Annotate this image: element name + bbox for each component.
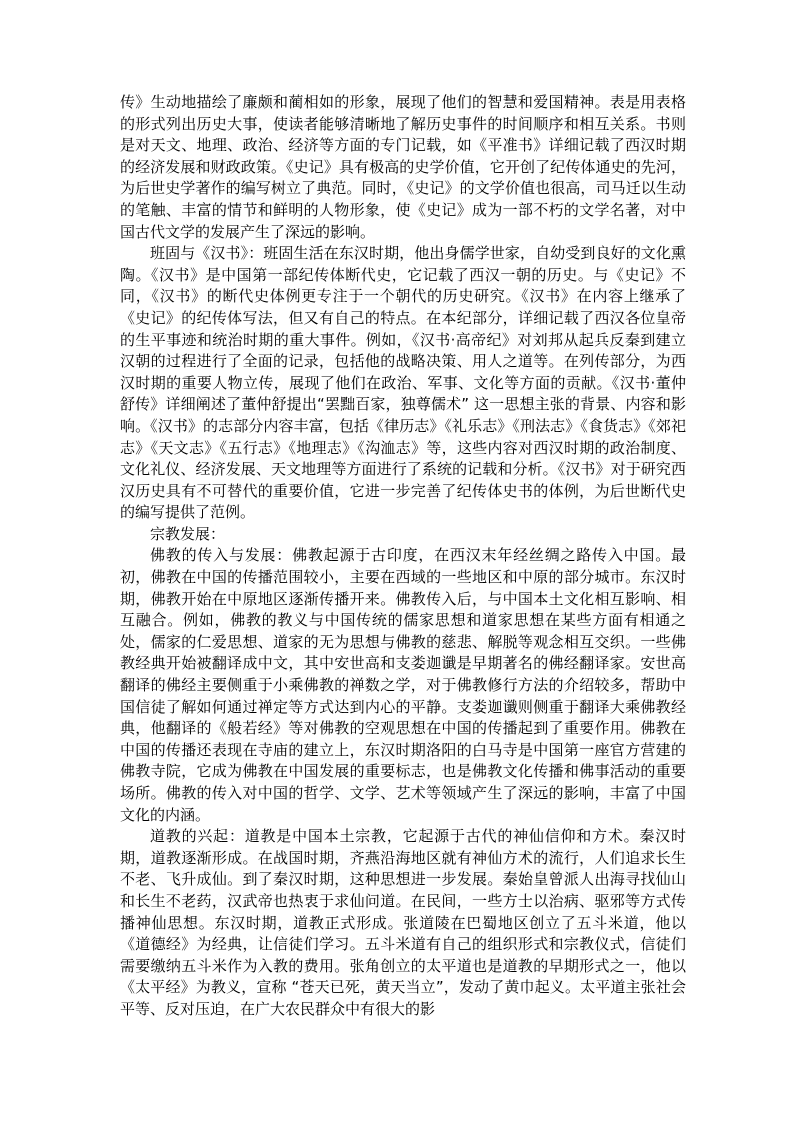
document-page bbox=[120, 92, 686, 1021]
paragraph-shiji-value: 传》生动地描绘了廉颇和蔺相如的形象，展现了他们的智慧和爱国精神。表是用表格的形式列出历史大事，使读者能够清晰地了解历史事件的时间顺序和相互关系。书则是对天文、地理、政治、经济等方面的专门记载，如《平准书》详细记载了西汉时期的经济发展和财政政策。《史记》具有极高的史学价值，它开创了纪传体通史的先河，为后世史学著作的编写树立了典范。同时，《史记》的文学价值也很高，司马迁以生动的笔触、丰富的情节和鲜明的人物形象，使《史记》成为一部不朽的文学名著，对中国古代文学的发展产生了深远的影响。 bbox=[120, 93, 686, 241]
paragraph-buddhism: 佛教的传入与发展：佛教起源于古印度，在西汉末年经丝绸之路传入中国。最初，佛教在中国的传播范围较小，主要在西域的一些地区和中原的部分城市。东汉时期，佛教开始在中原地区逐渐传播开来。佛教传入后，与中国本土文化相互影响、相互融合。例如，佛教的教义与中国传统的儒家思想和道家思想在某些方面有相通之处，儒家的仁爱思想、道家的无为思想与佛教的慈悲、解脱等观念相互交织。一些佛教经典开始被翻译成中文，其中安世高和支娄迦谶是早期著名的佛经翻译家。安世高翻译的佛经主要侧重于小乘佛教的禅数之学，对于佛教修行方法的介绍较多，帮助中国信徒了解如何通过禅定等方式达到内心的平静。支娄迦谶则侧重于翻译大乘佛教经典，他翻译的《般若经》等对佛教的空观思想在中国的传播起到了重要作用。佛教在中国的传播还表现在寺庙的建立上，东汉时期洛阳的白马寺是中国第一座官方营建的佛教寺院，它成为佛教在中国发展的重要标志，也是佛教文化传播和佛事活动的重要场所。佛教的传入对中国的哲学、文学、艺术等领域产生了深远的影响，丰富了中国文化的内涵。 bbox=[120, 546, 686, 824]
paragraph-bangu-hanshu: 班固与《汉书》：班固生活在东汉时期，他出身儒学世家，自幼受到良好的文化熏陶。《汉书》是中国第一部纪传体断代史，它记载了西汉一朝的历史。与《史记》不同，《汉书》的断代史体例更专注于一个朝代的历史研究。《汉书》在内容上继承了《史记》的纪传体写法，但又有自己的特点。在本纪部分，详细记载了西汉各位皇帝的生平事迹和统治时期的重大事件。例如，《汉书·高帝纪》对刘邦从起兵反秦到建立汉朝的过程进行了全面的记录，包括他的战略决策、用人之道等。在列传部分，为西汉时期的重要人物立传，展现了他们在政治、军事、文化等方面的贡献。《汉书·董仲舒传》详细阐述了董仲舒提出“罢黜百家，独尊儒术” 这一思想主张的背景、内容和影响。《汉书》的志部分内容丰富，包括《律历志》《礼乐志》《刑法志》《食货志》《郊祀志》《天文志》《五行志》《地理志》《沟洫志》等，这些内容对西汉时期的政治制度、文化礼仪、经济发展、天文地理等方面进行了系统的记载和分析。《汉书》对于研究西汉历史具有不可替代的重要价值，它进一步完善了纪传体史书的体例，为后世断代史的编写提供了范例。 bbox=[120, 244, 686, 522]
paragraph-taoism: 道教的兴起：道教是中国本土宗教，它起源于古代的神仙信仰和方术。秦汉时期，道教逐渐形成。在战国时期，齐燕沿海地区就有神仙方术的流行，人们追求长生不老、飞升成仙。到了秦汉时期，这种思想进一步发展。秦始皇曾派人出海寻找仙山和长生不老药，汉武帝也热衷于求仙问道。在民间，一些方士以治病、驱邪等方式传播神仙思想。东汉时期，道教正式形成。张道陵在巴蜀地区创立了五斗米道，他以《道德经》为经典，让信徒们学习。五斗米道有自己的组织形式和宗教仪式，信徒们需要缴纳五斗米作为入教的费用。张角创立的太平道也是道教的早期形式之一，他以《太平经》为教义，宣称 “苍天已死，黄天当立”，发动了黄巾起义。太平道主张社会平等、反对压迫，在广大农民群众中有很大的影 bbox=[120, 827, 686, 1018]
section-heading-religion: 宗教发展： bbox=[150, 524, 226, 543]
